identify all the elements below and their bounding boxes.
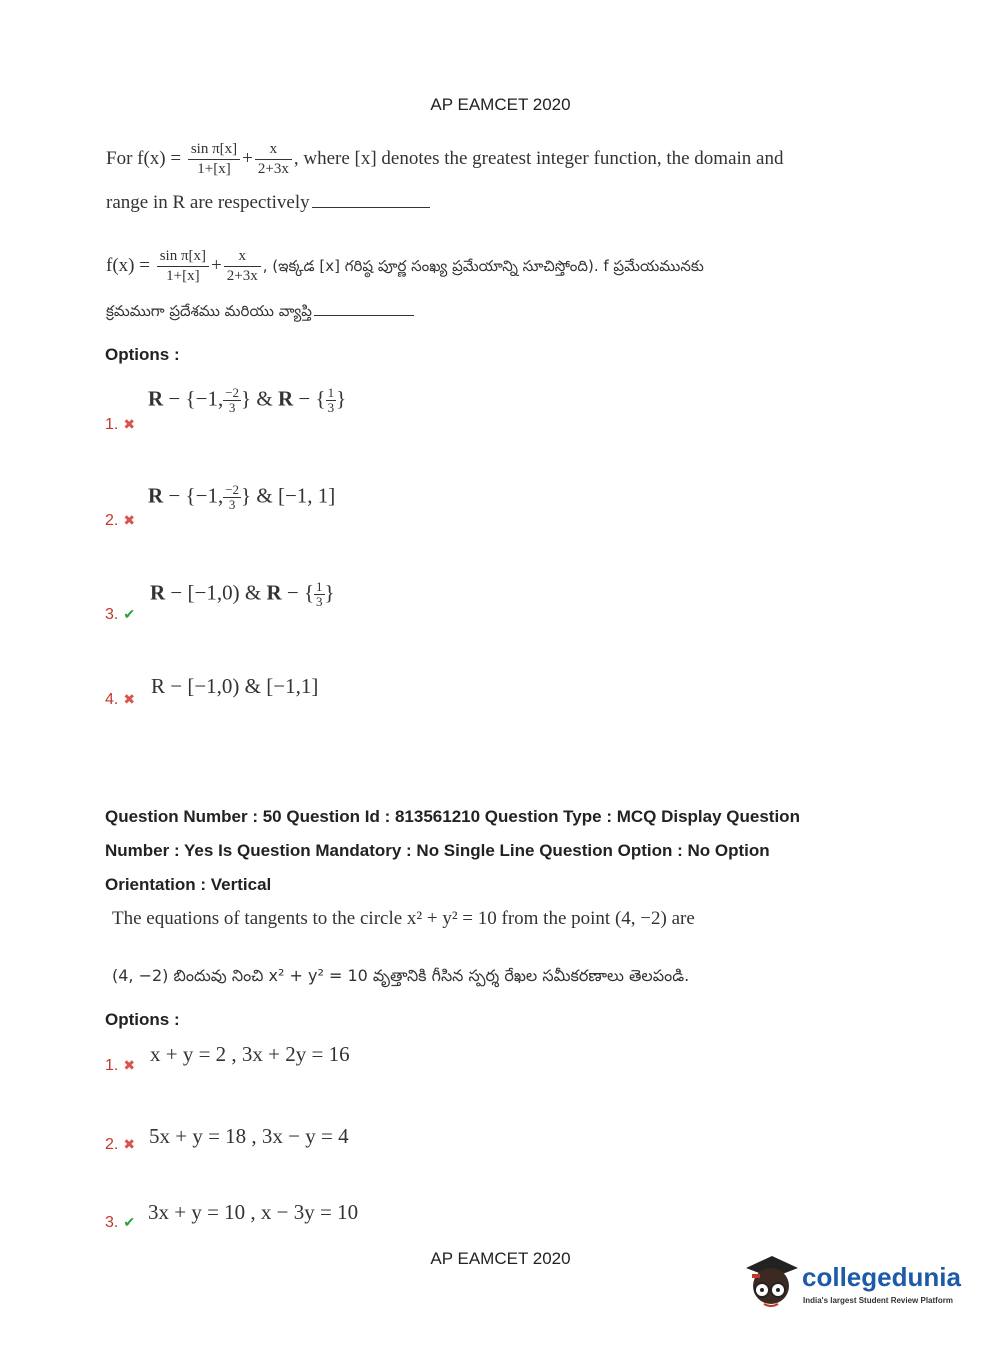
q49-fraction-1: $\frac{\text{sin π[x]}}{1+[x]}$ bbox=[188, 140, 240, 179]
q50-meta-line2: Number : Yes Is Question Mandatory : No Single Line Question Option : No Option bbox=[105, 841, 770, 860]
collegedunia-logo bbox=[742, 1250, 967, 1320]
q49-option-4: R − [−1,0) & [−1,1] bbox=[151, 674, 319, 698]
logo-wordmark: collegedunia bbox=[802, 1262, 961, 1292]
q49-option-1-number: 1. ✖ bbox=[105, 416, 136, 433]
question-49-english: For f(x) = $\frac{\text{sin π[x]}}{1+[x]}$ + $\frac{x}{2+3x}$ , where [x] denotes the greatest integer function, the domain and bbox=[106, 141, 784, 177]
wrong-icon: ✖ bbox=[123, 1136, 136, 1152]
question-49-english-line2: range in R are respectively bbox=[106, 192, 430, 214]
q50-options-label: Options : bbox=[105, 1010, 180, 1029]
logo-tagline: India's largest Student Review Platform bbox=[803, 1296, 953, 1305]
q50-option-2: 5x + y = 18 , 3x − y = 4 bbox=[149, 1124, 349, 1148]
q50-option-2-number: 2. ✖ bbox=[105, 1136, 136, 1153]
question-49-telugu-line2: క్రమముగా ప్రదేశము మరియు వ్యాప్తి bbox=[106, 302, 414, 324]
q49-options-label: Options : bbox=[105, 345, 180, 364]
q49-option-3: R − [−1,0) & R − { $\frac{1}{3}$ } bbox=[150, 579, 335, 609]
q49-prefix: For f(x) = bbox=[106, 147, 182, 169]
q50-option-3-number: 3. ✔ bbox=[105, 1214, 136, 1231]
wrong-icon: ✖ bbox=[123, 416, 136, 432]
q50-option-1-number: 1. ✖ bbox=[105, 1057, 136, 1074]
q50-meta-line3: Orientation : Vertical bbox=[105, 875, 272, 894]
q50-option-3: 3x + y = 10 , x − 3y = 10 bbox=[148, 1200, 359, 1224]
q50-meta-line1: Question Number : 50 Question Id : 813561210 Question Type : MCQ Display Question bbox=[105, 807, 800, 826]
mascot-icon bbox=[742, 1250, 802, 1320]
q50-option-1: x + y = 2 , 3x + 2y = 16 bbox=[150, 1042, 350, 1066]
page-header: AP EAMCET 2020 bbox=[430, 95, 571, 114]
check-icon: ✔ bbox=[123, 606, 136, 622]
q49-option-2-number: 2. ✖ bbox=[105, 512, 136, 529]
wrong-icon: ✖ bbox=[123, 691, 136, 707]
question-49-telugu: f(x) = $\frac{\text{sin π[x]}}{1+[x]}$ + $\frac{x}{2+3x}$ , (ఇక్కడ [x] గరిష్ఠ పూర్ణ సంఖ్య ప్రమేయాన్ని సూచిస్తోంది). f ప్రమేయమునకు bbox=[106, 248, 704, 284]
q49-suffix: , where [x] denotes the greatest integer function, the domain and bbox=[293, 147, 784, 169]
question-50-telugu: (4, −2) బిందువు నించి x² + y² = 10 వృత్తానికి గీసిన స్పర్శ రేఖల సమీకరణాలు తెలపండి. bbox=[112, 966, 690, 985]
question-50-english: The equations of tangents to the circle x² + y² = 10 from the point (4, −2) are bbox=[112, 908, 695, 929]
q49-option-1: R − {−1, $\frac{-2}{3}$ } & R − { $\frac{1}{3}$ } bbox=[148, 385, 347, 415]
q49-option-3-number: 3. ✔ bbox=[105, 606, 136, 623]
page-footer: AP EAMCET 2020 bbox=[430, 1249, 571, 1268]
q49-option-2: R − {−1, $\frac{-2}{3}$ } & [−1, 1] bbox=[148, 482, 336, 512]
q49-option-4-number: 4. ✖ bbox=[105, 691, 136, 708]
check-icon: ✔ bbox=[123, 1214, 136, 1230]
wrong-icon: ✖ bbox=[123, 512, 136, 528]
wrong-icon: ✖ bbox=[123, 1057, 136, 1073]
q49-fraction-2: $\frac{x}{2+3x}$ bbox=[255, 140, 292, 179]
